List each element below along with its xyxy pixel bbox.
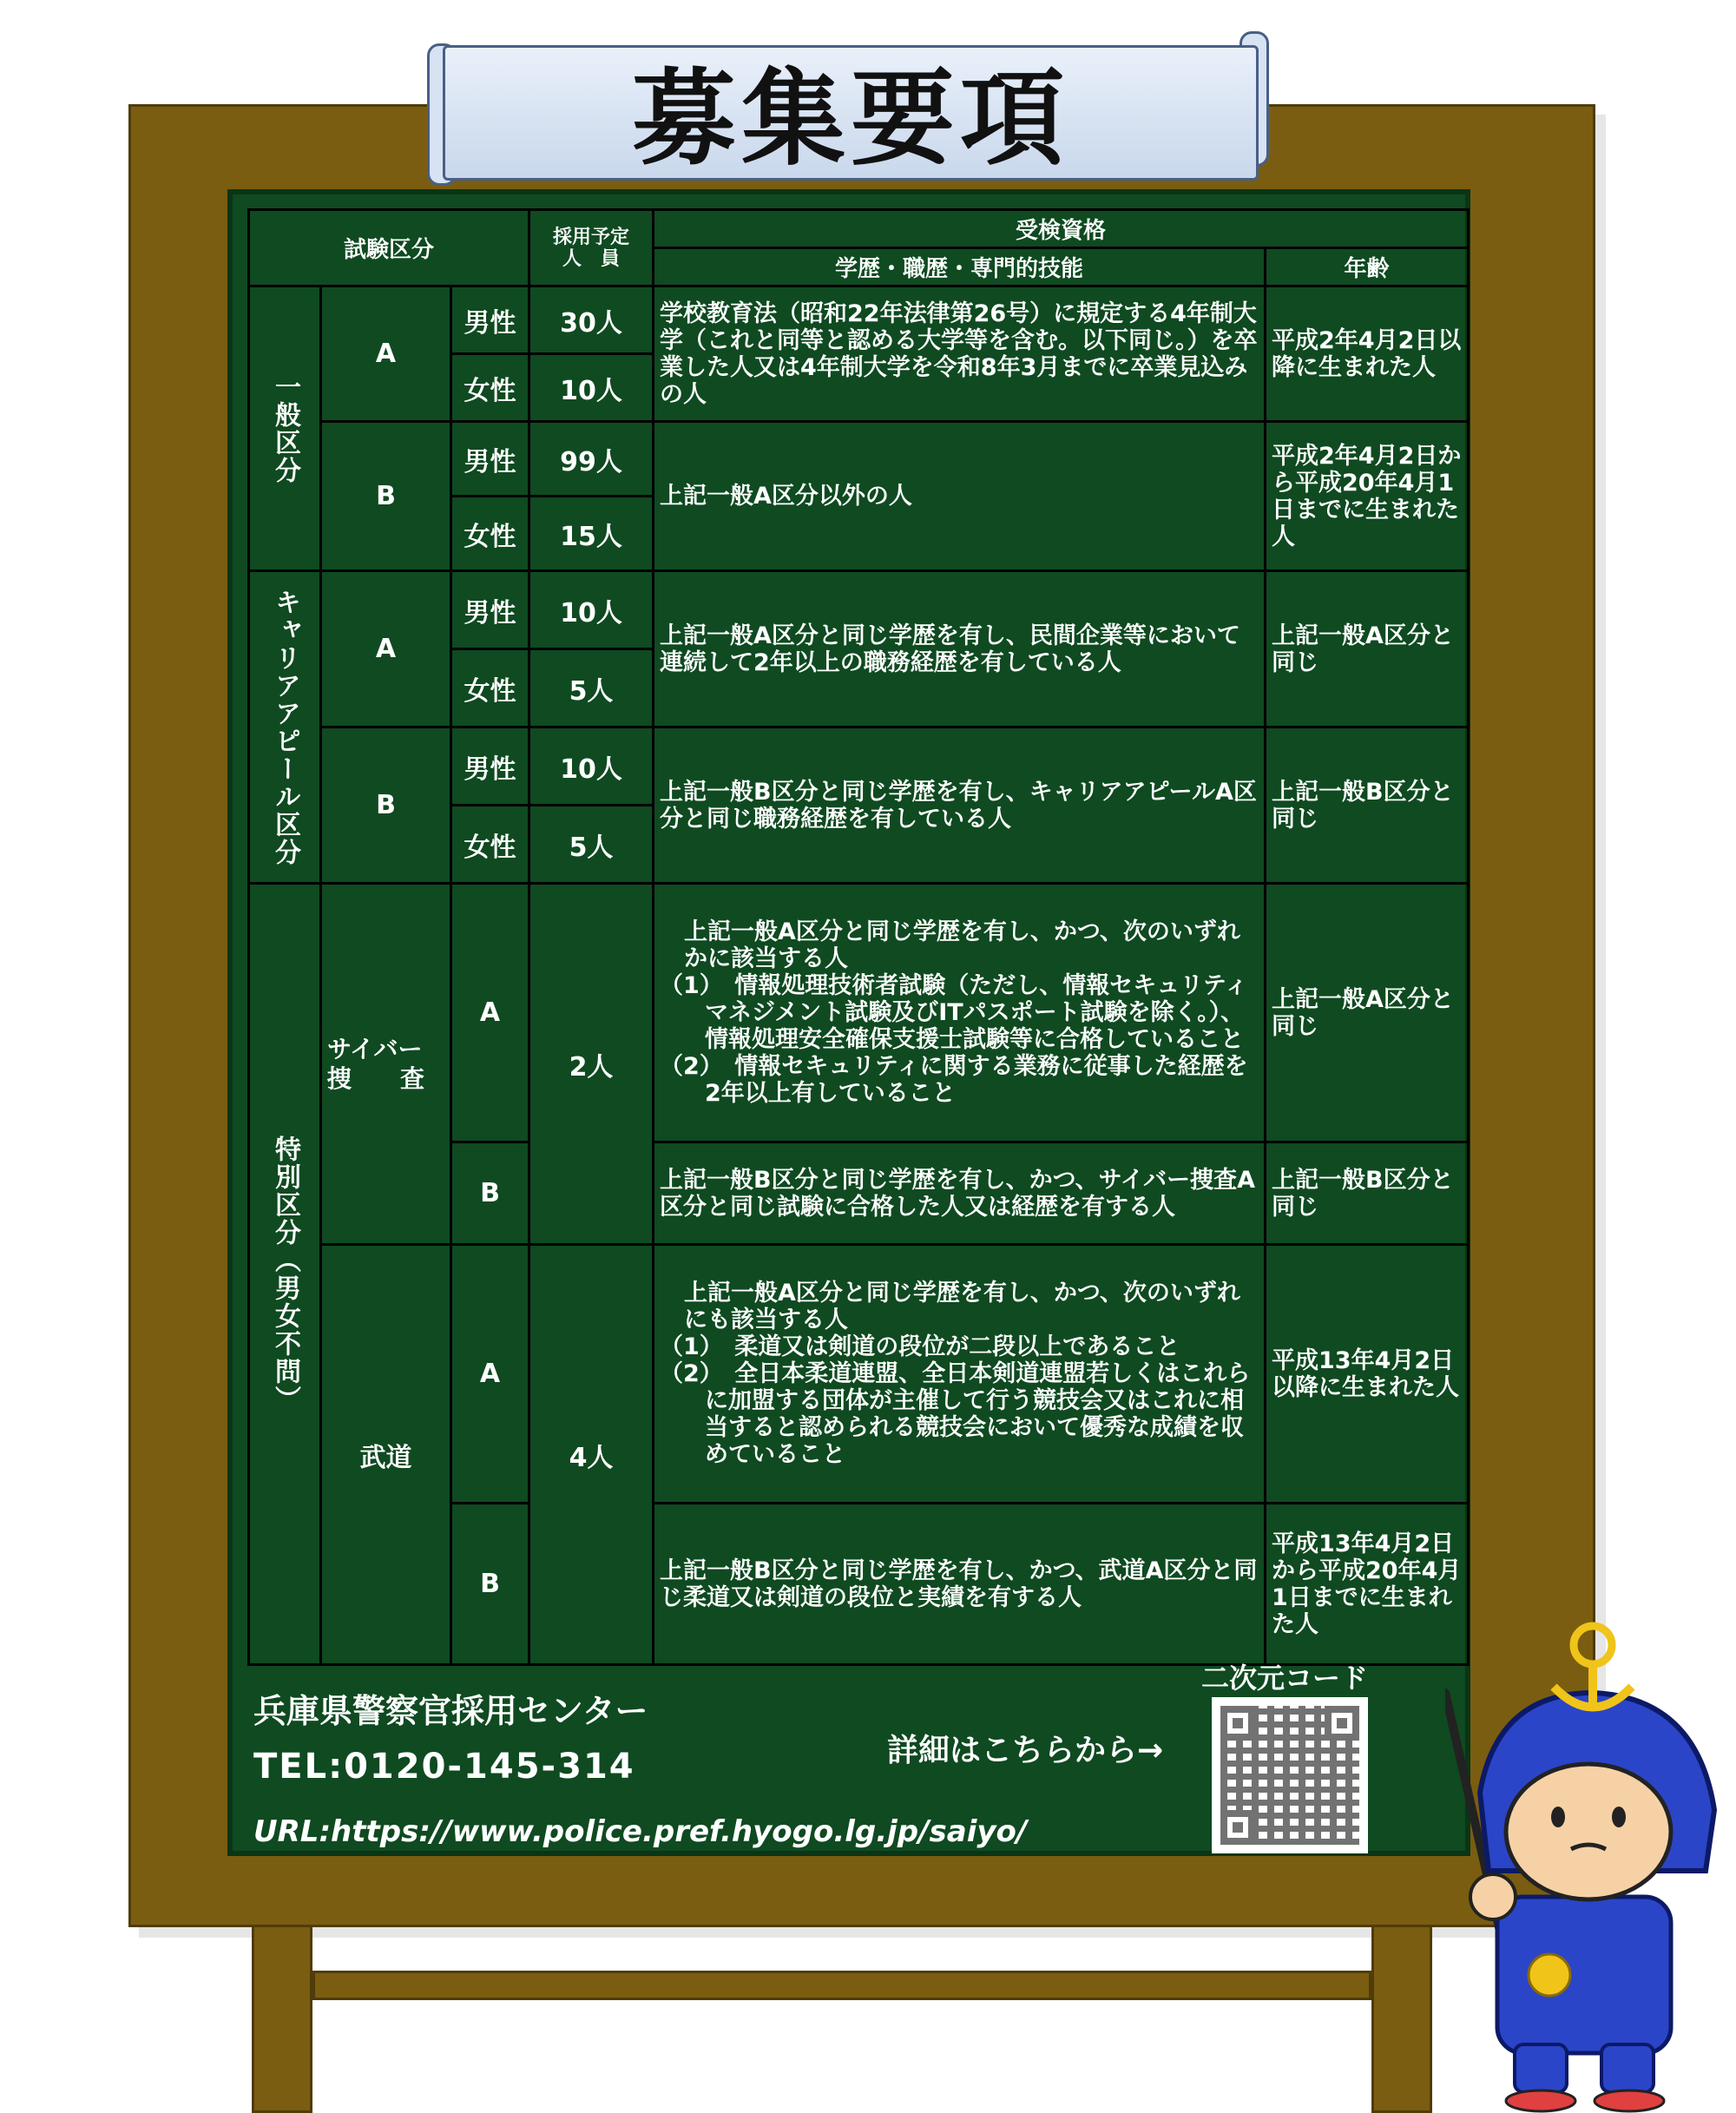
group-career-label: キャリアアピール区分 [270,588,300,866]
budo-label: 武道 [321,1245,451,1665]
police-mascot-icon [1445,1610,1736,2113]
page-title: 募集要項 [632,59,1069,180]
group-special-label: 特別区分（男女不問） [270,1135,300,1413]
car-a-female-label: 女性 [451,649,529,727]
recruit-url[interactable]: URL:https://www.police.pref.hyogo.lg.jp/saiyo/ [253,1814,1028,1849]
budo-a-qualification [654,1245,1266,1504]
cyber-label: サイバー 捜 査 [321,884,451,1245]
header-planned-hires: 採用予定 人 員 [529,210,654,286]
cyber-a-qualification [654,884,1266,1142]
group-general-label: 一般区分 [270,372,300,484]
cyber-a-item-2: （2） 情報セキュリティに関する業務に従事した経歴を2年以上有していること [660,1053,1248,1107]
qr-pattern [1220,1706,1359,1845]
header-age: 年齢 [1266,248,1469,286]
gen-b-female-count: 15人 [529,497,654,571]
gen-b-qualification: 上記一般A区分以外の人 [654,422,1266,571]
cyber-b-age: 上記一般B区分と同じ [1266,1142,1469,1245]
car-a-female-count: 5人 [529,649,654,727]
group-special [249,884,321,1665]
cyber-a-label: A [451,884,529,1142]
gen-a-male-count: 30人 [529,286,654,354]
gen-b-age: 平成2年4月2日から平成20年4月1日までに生まれた人 [1266,422,1469,571]
stand-leg-left [252,1919,312,2113]
budo-b-age: 平成13年4月2日から平成20年4月1日までに生まれた人 [1266,1504,1469,1665]
budo-a-item-2: （2） 全日本柔道連盟、全日本剣道連盟若しくはこれらに加盟する団体が主催して行う競技会又はこれに相当すると認められる競技会において優秀な成績を収めていること [660,1360,1251,1468]
gen-a-label: A [321,286,451,422]
car-a-qualification: 上記一般A区分と同じ学歴を有し、民間企業等において連続して2年以上の職務経歴を有している人 [654,571,1266,727]
title-scroll [427,36,1269,182]
group-career [249,571,321,884]
details-link[interactable]: 詳細はこちらから→ [887,1733,1164,1768]
gen-b-label: B [321,422,451,571]
cyber-b-label: B [451,1142,529,1245]
budo-a-item-1: （1） 柔道又は剣道の段位が二段以上であること [660,1333,1180,1360]
header-exam-category: 試験区分 [249,210,529,286]
car-a-male-label: 男性 [451,571,529,649]
car-b-female-count: 5人 [529,806,654,884]
stand-leg-right [1371,1919,1432,2113]
tel-number[interactable]: TEL:0120-145-314 [253,1747,635,1787]
gen-a-female-count: 10人 [529,354,654,422]
budo-count: 4人 [529,1245,654,1665]
car-b-label: B [321,727,451,884]
budo-a-label: A [451,1245,529,1504]
group-general [249,286,321,571]
car-b-age: 上記一般B区分と同じ [1266,727,1469,884]
car-a-male-count: 10人 [529,571,654,649]
gen-a-qualification: 学校教育法（昭和22年法律第26号）に規定する4年制大学（これと同等と認める大学等を含む。以下同じ。）を卒業した人又は4年制大学を令和8年3月までに卒業見込みの人 [654,286,1266,422]
requirements-table [247,208,1470,1666]
gen-a-female-label: 女性 [451,354,529,422]
gen-b-male-count: 99人 [529,422,654,497]
qr-finder-top-right [1325,1706,1359,1741]
car-b-female-label: 女性 [451,806,529,884]
header-qualification: 受検資格 [654,210,1469,248]
cyber-a-intro: 上記一般A区分と同じ学歴を有し、かつ、次のいずれかに該当する人 [684,918,1240,972]
cyber-a-item-1: （1） 情報処理技術者試験（ただし、情報セキュリティマネジメント試験及びITパスポート試験を除く。）、情報処理安全確保支援士試験等に合格していること [660,972,1248,1053]
budo-a-age: 平成13年4月2日以降に生まれた人 [1266,1245,1469,1504]
car-b-male-count: 10人 [529,727,654,806]
cyber-a-age: 上記一般A区分と同じ [1266,884,1469,1142]
cyber-count: 2人 [529,884,654,1245]
qr-code-icon[interactable] [1212,1697,1368,1853]
qr-finder-bottom-left [1220,1810,1255,1845]
car-a-age: 上記一般A区分と同じ [1266,571,1469,727]
gen-b-male-label: 男性 [451,422,529,497]
gen-a-age: 平成2年4月2日以降に生まれた人 [1266,286,1469,422]
qr-label: 二次元コード [1201,1662,1369,1695]
header-education: 学歴・職歴・専門的技能 [654,248,1266,286]
gen-b-female-label: 女性 [451,497,529,571]
cyber-b-qualification: 上記一般B区分と同じ学歴を有し、かつ、サイバー捜査A区分と同じ試験に合格した人又は経歴を有する人 [654,1142,1266,1245]
org-name: 兵庫県警察官採用センター [253,1692,648,1730]
budo-a-intro: 上記一般A区分と同じ学歴を有し、かつ、次のいずれにも該当する人 [684,1280,1240,1333]
gen-a-male-label: 男性 [451,286,529,354]
budo-b-label: B [451,1504,529,1665]
stand-crossbar [312,1971,1371,2000]
budo-b-qualification: 上記一般B区分と同じ学歴を有し、かつ、武道A区分と同じ柔道又は剣道の段位と実績を有する人 [654,1504,1266,1665]
car-b-male-label: 男性 [451,727,529,806]
car-b-qualification: 上記一般B区分と同じ学歴を有し、キャリアアピールA区分と同じ職務経歴を有している人 [654,727,1266,884]
qr-finder-top-left [1220,1706,1255,1741]
scroll-body [443,45,1259,181]
car-a-label: A [321,571,451,727]
